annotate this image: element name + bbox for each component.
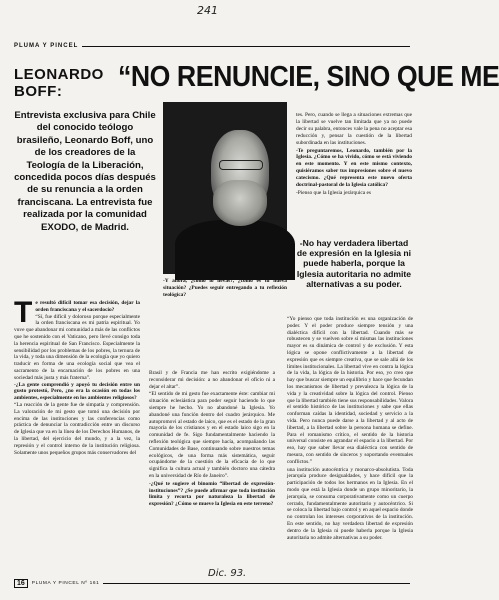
drop-cap: T [14, 296, 33, 329]
paragraph: “Yo pienso que toda institución es una organización de poder. Y el poder produce siempre tensión y una dialéctica difícil con la libertad. Cuando más se robustecen y se vuelven sobre sí mismas las instituciones mayor es su dinámica de control y de exclusión. Y esta lógica se opone conflictivamente a la libertad de expresión que es siempre creativa, que se sale allá de los límites institucionales. La libertad vive en contra la lógica de la vida, la lógica de la historia. Por eso, yo creo que hay que buscar siempre un equilibrio y hace que fecundan los mecanismos de libertad y prevalezca la lógica de la vida y la creatividad sobre la lógica del control. Pienso que la libertad también tiene sus responsabilidades. Valora el sentido histórico de las instituciones y sabe que ellas conforman caídas la identidad, sociedad y servicio a la vida. Pero nunca puede darse a la libertad y al acto de libertad, a la libertad sobre la persona humana se define. Para el romanismo crítico, el sentido de la historia universal consiste en agrandar el espacio a la libertad. Por eso, hay que saber llevar esa dialéctica con sentido de mesura, con sentido de sinceros y soportando eventuales conflictos.” [287, 316, 413, 465]
handwritten-page-number: 241 [197, 4, 218, 17]
paragraph: una institución autocéntrica y monarco-absolutista. Toda jerarquía produce desigualdades, y hace difícil que la participación de todos los hermanos en la Iglesia. En el modo que está la Iglesia donde un grupo minoritario, la jerarquía, se consuma corporativamente como un cuerpo cerrado, fundamentalmente autoritario y autocéntrico. Si se coloca la libertad bajo control y en aquel espacio donde no controlan los intereses corporativos de la institución. En este sentido, no hay verdadera libertad de expresión dentro de la Iglesia ni puede haberla porque la Iglesia autoritaria no admite alternativas a su poder. [287, 466, 413, 541]
handwritten-date: Dic. 93. [208, 568, 247, 579]
caption-question: -Y ahora, ¿cómo lo llevas?, ¿cómo es tu nueva situación? ¿Puedes seguir entregando a tu reflexión teológica? [163, 278, 287, 298]
photo-glasses [219, 160, 263, 170]
third-column [287, 316, 413, 542]
paragraph-question: -¿La gente comprendió y apoyó tu decisión entre un gusto protestó, Pero, ¿no era la ocasión en todas los ambientes, especialmente en los ambientes religiosos? [14, 381, 140, 402]
paragraph-question: -Te preguntaremos, Leonardo, también por la Iglesia. ¿Cómo se ha vivido, cómo se está viviendo en este momento. Y en este mismo contexto, quisiéramos saber tus impresiones sobre el nuevo catecismo. ¿Qué representa este nuevo oferta doctrinal-pastoral de la Iglesia católica? [296, 147, 412, 189]
page-number: 16 [14, 579, 28, 588]
headline: “NO RENUNCIE, SINO QUE ME [118, 61, 499, 93]
photo-beard [213, 180, 267, 226]
paragraph: Brasil y de Francia me han escrito exigiéndome a reconsiderar mi decisión: a no abandonar el oficio ni a dejar el altar”. [149, 370, 275, 390]
paragraph: “El sentido de mi gesto fue exactamente éste: cambiar mi situación eclesiástica para poder seguir haciendo lo que siempre he hecho. Yo no abandoné la Iglesia. Yo abandoné una función dentro del cuadro jerárquico. Me autopromovi al estado de laico, que es el estado de la gran mayoría de los cristianos y en el estado laico sigo en la comunidad de fe. Sigo fundamentalmente haciendo la reflexión teológica que siempre hacía, acompañando las Comunidades de Base, continuando sobre nuestros temas ecológicos, de una forma más sistemática, seguir ocupándome de la cuestión de la eficacia de lo que significa la cultura actual y también doctoro una cátedra en la universidad de Río de Janeiro”. [149, 391, 275, 479]
portrait-photo [163, 102, 287, 274]
paragraph-question: e resultó difícil tomar esa decisión, dejar la orden franciscana y el sacerdocio? [35, 300, 140, 313]
paragraph: “Sí, fue difícil y doloroso porque especialmente la orden franciscana es mi patria espiritual. Yo vuve que abandonar mi comunidad a más de las conflictos que he sostenido con el Vaticano, pero llevé consigo toda la herencia espiritual de San Francisco. Especialmente la sensibilidad por los problemas de los pobres, la ternura de la vida, y toda una dimensión de la ecología que yo quiero traducir en forma de una ecología social que vea el sacramento de la encarnación de los pobres en una sociedad más justa y más fraterna”. [14, 313, 140, 381]
paragraph: -Pienso que la Iglesia jerárquica es [296, 189, 371, 196]
paragraph-question: -¿Qué te sugiere el binomio “libertad de expresión-instituciones”? ¿Se puede afirmar que toda institución limita y recorta por naturaleza la libertad de expresión? ¿Cómo se mueve la Iglesia en este terreno? [149, 480, 275, 508]
section-label: PLUMA Y PINCEL [14, 43, 79, 49]
second-column [149, 370, 275, 509]
header-rule [82, 46, 410, 47]
photo-shoulder [175, 220, 295, 280]
footer-rule [103, 583, 410, 584]
interviewee-name: LEONARDO BOFF: [14, 66, 104, 100]
first-column [14, 296, 140, 456]
paragraph: tes. Pero, cuando se llega a situaciones extremas que la libertad se vuelve tan limitada que ya no puede decir su palabra, entonces vale la pena no aceptar esa reducción y, pensar la cuestión de la libertad subordinada en las instituciones. [296, 112, 412, 146]
section-header [14, 40, 410, 52]
pull-quote: -No hay verdadera libertad de expresión en la Iglesia ni puede haberla, porque la Iglesia autoritaria no admite alternativas a su poder. [296, 238, 412, 289]
paragraph: “La reacción de la gente fue de simpatía y comprensión. La valoración de mi gesto que tomó una decisión por encima de las instituciones y las conferencias como práctica de denunciar la contradicción entre un discurso de Iglesia que va en la línea de los Derechos Humanos, de la libertad, del ejercicio del mundo, y a la vez, la represión y el control interno de la institución religiosa. Solamente unos pequeños grupos más conservadores del [14, 401, 140, 456]
publication-name: PLUMA Y PINCEL Nº 161 [31, 580, 100, 586]
intro-text: Entrevista exclusiva para Chile del conocido teólogo brasileño, Leonardo Boff, uno de los creadores de la Teología de la Liberación, concedida pocos días después de su renuncia a la orden franciscana. La entrevista fue realizada por la comunidad EXODO, de Madrid. [14, 110, 156, 233]
top-right-column [296, 112, 412, 198]
